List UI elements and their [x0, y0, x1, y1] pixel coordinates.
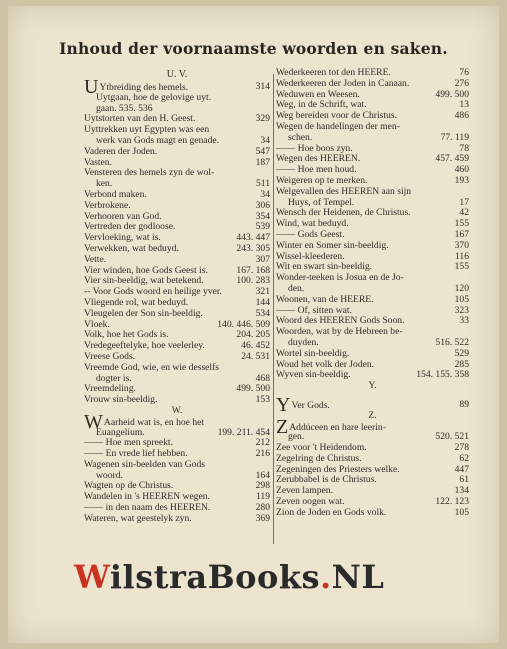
- entry-text: Zeven lampen.: [276, 485, 334, 497]
- entry-text: Wyven sin-beeldig.: [276, 369, 351, 381]
- entry-text: Zee voor 't Heidendom.: [276, 442, 367, 454]
- entry-text: —— Of, sitten wat.: [276, 304, 352, 316]
- page-reference: 122. 123: [435, 496, 469, 508]
- entry-text: —— Hoe men houd.: [276, 164, 357, 176]
- entry-text: Zegeningen des Priesters welke.: [276, 463, 400, 475]
- page-reference: 280: [255, 502, 270, 514]
- entry-text: Z.: [368, 409, 377, 421]
- page-reference: 298: [255, 480, 270, 492]
- entry-text: Woud het volk der Joden.: [276, 358, 375, 370]
- initial-letter: Y: [276, 393, 291, 416]
- entry-text: Vensteren des hemels zyn de wol-: [84, 167, 215, 179]
- entry-text: Vreemde God, wie, en wie desselfs: [84, 361, 220, 373]
- entry-text: Wonder-teeken is Josua en de Jo-: [276, 272, 404, 284]
- entry-text: Wagenen sin-beelden van Gods: [84, 458, 205, 470]
- index-entry: [276, 273, 469, 284]
- entry-text: Wederkeeren tot den HEERE.: [276, 67, 391, 78]
- page-reference: 369: [255, 512, 270, 524]
- entry-text: gen.: [288, 431, 305, 443]
- entry-text: Vloek.: [84, 318, 110, 330]
- entry-text: Verhooren van God.: [84, 210, 162, 222]
- page-reference: 520. 521: [435, 431, 469, 443]
- page-reference: 547: [255, 145, 270, 157]
- entry-text: werk van Gods magt en genade.: [96, 134, 220, 146]
- entry-text: Winter en Somer sin-beeldig.: [276, 239, 389, 251]
- page-reference: 105: [454, 506, 469, 518]
- page-reference: 486: [454, 110, 469, 122]
- page-reference: 516. 522: [435, 336, 469, 348]
- page-reference: 61: [459, 474, 469, 486]
- entry-text: Wissel-kleederen.: [276, 250, 345, 262]
- entry-text: Vette.: [84, 253, 107, 265]
- book-page: [8, 6, 499, 643]
- page-reference: 17: [459, 196, 469, 208]
- page-reference: 285: [454, 358, 469, 370]
- page-reference: 460: [454, 164, 469, 176]
- page-reference: 278: [454, 442, 469, 454]
- index-entry: [276, 508, 469, 519]
- page-reference: 154. 155. 358: [416, 369, 469, 381]
- entry-text: Vier sin-beeldig, wat betekend.: [84, 275, 204, 287]
- page-reference: 539: [255, 221, 270, 233]
- entry-text: Vredegeeftelyke, hoe veelerley.: [84, 340, 205, 352]
- page-reference: 24. 531: [241, 350, 270, 362]
- index-column-left: [84, 68, 270, 525]
- page-reference: 204. 205: [236, 329, 270, 341]
- watermark-w: W: [74, 558, 110, 596]
- entry-text: -- Voor Gods woord en heilige yver.: [84, 286, 222, 298]
- entry-text: Zerubbabel is de Christus.: [276, 474, 377, 486]
- section-letter: [84, 406, 270, 417]
- entry-text: Uytstorten van den H. Geest.: [84, 113, 196, 125]
- watermark-tld: NL: [331, 558, 385, 596]
- entry-text: woord.: [96, 469, 123, 481]
- watermark-logo: [74, 558, 384, 596]
- initial-letter: W: [84, 410, 103, 433]
- page-reference: 321: [255, 286, 270, 298]
- page-reference: 155: [454, 218, 469, 230]
- index-entry: [84, 309, 270, 320]
- page-reference: 447: [454, 463, 469, 475]
- entry-text: Ytbreiding des hemels.: [99, 82, 189, 93]
- entry-text: Vrouw sin-beeldig.: [84, 394, 158, 406]
- section-header-uv: U. V.: [166, 69, 188, 80]
- initial-letter: Z: [276, 415, 289, 438]
- page-reference: 167: [454, 228, 469, 240]
- page-reference: 276: [454, 77, 469, 89]
- page-title: Inhoud der voornaamste woorden en saken.: [59, 39, 448, 58]
- entry-text: Weg, in de Schrift, wat.: [276, 99, 367, 111]
- page-reference: 443. 447: [236, 232, 270, 244]
- entry-text: —— En vrede lief hebben.: [84, 448, 188, 460]
- entry-text: —— Hoe boos zyn.: [276, 142, 353, 154]
- page-reference: 243. 305: [236, 242, 270, 254]
- page-reference: 89: [459, 398, 469, 410]
- index-column-right: [276, 68, 469, 519]
- entry-text: Aarheid wat is, en hoe het: [103, 416, 205, 428]
- page-reference: 216: [255, 448, 270, 460]
- page-reference: 134: [454, 485, 469, 497]
- page-reference: 77. 119: [440, 131, 469, 143]
- page-reference: 105: [454, 293, 469, 305]
- entry-text: Uyttrekken uyt Egypten was een: [84, 124, 210, 136]
- entry-text: Zegelring de Christus.: [276, 452, 362, 464]
- page-reference: 323: [454, 304, 469, 316]
- left-entries: [84, 76, 270, 525]
- entry-text: Verwekken, wat beduyd.: [84, 242, 179, 254]
- page-reference: 354: [255, 210, 270, 222]
- entry-text: Huys, of Tempel.: [288, 196, 355, 208]
- entry-text: Welgevallen des HEEREN aan sijn: [276, 185, 412, 197]
- right-entries: [276, 68, 469, 519]
- page-reference: 212: [255, 437, 270, 449]
- entry-text: dogter is.: [96, 372, 132, 384]
- entry-text: Vreese Gods.: [84, 350, 136, 362]
- page-reference: 13: [459, 99, 469, 111]
- entry-text: Weg bereiden voor de Christus.: [276, 110, 397, 122]
- entry-text: Wandelen in 's HEEREN wegen.: [84, 491, 210, 503]
- watermark-name: ilstraBooks: [109, 558, 320, 596]
- page-reference: 499. 500: [236, 383, 270, 395]
- entry-text: —— Gods Geest.: [276, 228, 345, 240]
- entry-text: Vervloeking, wat is.: [84, 232, 161, 244]
- page-reference: 499. 500: [435, 88, 469, 100]
- entry-text: Vaderen der Joden.: [84, 145, 158, 157]
- entry-text: Volk, hoe het Gods is.: [84, 329, 169, 341]
- entry-text: Weduwen en Weesen.: [276, 88, 360, 100]
- page-reference: 155: [454, 261, 469, 273]
- section-letter: [276, 411, 469, 422]
- page-reference: 457. 459: [435, 153, 469, 165]
- entry-text: Verbond maken.: [84, 188, 147, 200]
- page-reference: 33: [459, 315, 469, 327]
- entry-text: Wind, wat beduyd.: [276, 218, 349, 230]
- entry-text: Vreemdeling.: [84, 383, 136, 395]
- page-reference: 153: [255, 394, 270, 406]
- entry-text: Wegen des HEEREN.: [276, 153, 361, 165]
- page-reference: 329: [255, 113, 270, 125]
- page-reference: 34: [260, 134, 270, 146]
- entry-text: Y.: [368, 380, 377, 392]
- entry-text: Vertreden der godloose.: [84, 221, 176, 233]
- page-reference: 193: [454, 174, 469, 186]
- entry-text: den.: [288, 282, 305, 294]
- page-reference: 306: [255, 199, 270, 211]
- entry-text: Zion de Joden en Gods volk.: [276, 506, 387, 518]
- page-reference: 468: [255, 372, 270, 384]
- page-reference: 76: [459, 67, 469, 78]
- page-reference: 34: [260, 188, 270, 200]
- entry-text: W.: [171, 404, 183, 416]
- column-divider: [273, 74, 274, 544]
- entry-text: Vasten.: [84, 156, 112, 168]
- entry-text: Wegen de handelingen der men-: [276, 120, 400, 132]
- entry-text: Zeven oogen wat.: [276, 496, 345, 508]
- page-reference: 42: [459, 207, 469, 219]
- page-reference: 144: [255, 296, 270, 308]
- entry-text: Vliegende rol, wat beduyd.: [84, 296, 189, 308]
- entry-text: Weigeren op te merken.: [276, 174, 368, 186]
- page-reference: 167. 168: [236, 264, 270, 276]
- entry-text: Ver Gods.: [291, 399, 330, 411]
- page-reference: 78: [459, 142, 469, 154]
- entry-text: Addúceen en hare leerin-: [289, 421, 386, 433]
- entry-text: Wagten op de Christus.: [84, 480, 174, 492]
- entry-text: Wederkeeren der Joden in Canaan.: [276, 77, 410, 89]
- entry-text: Woorden, wat by de Hebreen be-: [276, 326, 403, 338]
- entry-text: Wortel sin-beeldig.: [276, 347, 350, 359]
- page-reference: 164: [255, 469, 270, 481]
- page-reference: 62: [459, 452, 469, 464]
- page-reference: 187: [255, 156, 270, 168]
- watermark-dot: .: [320, 558, 332, 596]
- entry-text: Wensch der Heidenen, de Christus.: [276, 207, 411, 219]
- entry-text: Vier winden, hoe Gods Geest is.: [84, 264, 208, 276]
- spacer: [276, 392, 469, 400]
- entry-text: —— in den naam des HEEREN.: [84, 502, 211, 514]
- page-reference: 307: [255, 253, 270, 265]
- entry-text: Woord des HEEREN Gods Soon.: [276, 315, 405, 327]
- entry-text: Woonen, van de HEERE.: [276, 293, 374, 305]
- page-reference: 529: [454, 347, 469, 359]
- page-reference: 100. 283: [236, 275, 270, 287]
- entry-text: schen.: [288, 131, 313, 143]
- entry-text: —— Hoe men spreekt.: [84, 437, 173, 449]
- page-reference: 314: [255, 81, 270, 92]
- page-reference: 370: [454, 239, 469, 251]
- entry-text: ken.: [96, 178, 113, 190]
- entry-text: Verbrokene.: [84, 199, 131, 211]
- entry-text: Wateren, wat geestelyk zyn.: [84, 512, 192, 524]
- section-letter: [276, 381, 469, 392]
- page-reference: 511: [255, 178, 270, 190]
- page-reference: 120: [454, 282, 469, 294]
- entry-text: duyden.: [288, 336, 319, 348]
- page-reference: 140. 446. 509: [217, 318, 270, 330]
- entry-text: Euangelium.: [96, 426, 145, 438]
- index-entry: [84, 514, 270, 525]
- page-reference: 46. 452: [241, 340, 270, 352]
- index-entry: [84, 244, 270, 255]
- page-reference: 534: [255, 307, 270, 319]
- page-reference: 119: [255, 491, 270, 503]
- entry-text: Wit en swart sin-beeldig.: [276, 261, 373, 273]
- page-reference: 199. 211. 454: [217, 426, 270, 438]
- entry-text: Uytgaan, hoe de gelovige uyt.: [96, 91, 212, 103]
- initial-letter: U: [84, 76, 99, 98]
- entry-text: gaan. 535. 536: [96, 102, 153, 114]
- entry-text: Vleugelen der Son sin-beeldig.: [84, 307, 203, 319]
- page-reference: 116: [454, 250, 469, 262]
